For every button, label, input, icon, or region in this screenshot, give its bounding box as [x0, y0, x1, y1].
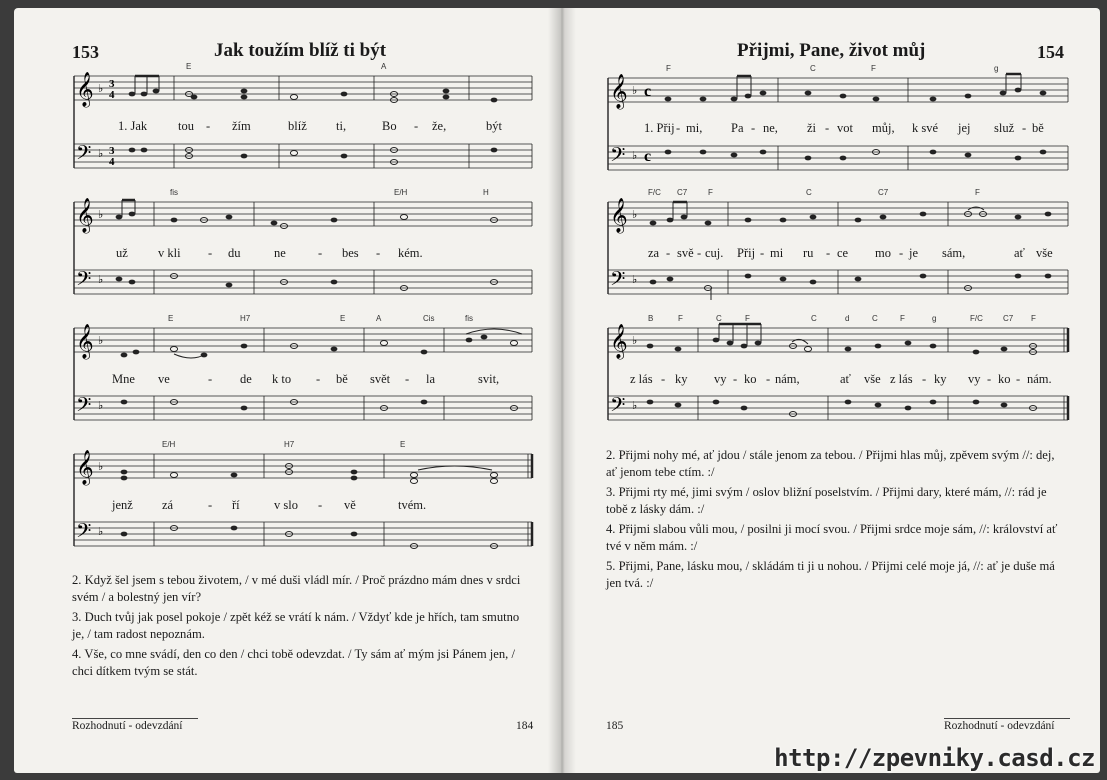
lyric-syllable: ky [934, 372, 947, 386]
chord-label: E [186, 62, 192, 71]
lyric-syllable: tou [178, 119, 194, 133]
svg-text:𝄞: 𝄞 [76, 72, 94, 107]
lyric-syllable: z lás [630, 372, 653, 386]
svg-text:𝄢: 𝄢 [76, 267, 92, 295]
chord-label: C [872, 314, 878, 323]
lyric-syllable: - [899, 246, 904, 260]
footer-section-label: Rozhodnutí - odevzdání [72, 720, 183, 732]
svg-text:♭: ♭ [98, 274, 104, 286]
svg-text:♭: ♭ [98, 526, 104, 538]
lyric-syllable: - [661, 372, 666, 386]
chord-label: E [400, 440, 406, 449]
lyric-syllable: ať [840, 372, 851, 386]
lyric-syllable: - [751, 121, 756, 135]
song-number-154: 154 [1037, 42, 1064, 62]
lyric-syllable: - [1022, 121, 1027, 135]
lyric-syllable: - [733, 372, 738, 386]
lyric-syllable: - [376, 246, 381, 260]
svg-text:3: 3 [109, 145, 115, 157]
lyric-syllable: ko [998, 372, 1011, 386]
lyric-syllable: Bo [382, 119, 397, 133]
lyric-syllable: - [825, 121, 830, 135]
lyric-syllable: Přij [737, 246, 756, 260]
lyric-syllable: vy [968, 372, 981, 386]
svg-text:𝄞: 𝄞 [76, 450, 94, 485]
svg-text:♭: ♭ [632, 150, 638, 162]
lyric-syllable: služ [994, 121, 1015, 135]
svg-text:𝄢: 𝄢 [76, 393, 92, 421]
lyric-syllable: - [666, 246, 671, 260]
lyric-syllable: mo [875, 246, 891, 260]
lyric-syllable: k své [912, 121, 939, 135]
chord-label: C7 [878, 188, 889, 197]
svg-text:♭: ♭ [632, 335, 638, 347]
lyric-syllable: de [240, 372, 252, 386]
lyric-syllable: - [760, 246, 765, 260]
song-title-right: Přijmi, Pane, život můj [737, 40, 926, 61]
lyric-syllable: blíž [288, 119, 307, 133]
verse: 2. Když šel jsem s tebou životem, / v mé duši vládl mír. / Proč prázdno mám dnes v srdci svém / a bolestný jen vír? [72, 573, 521, 604]
lyric-syllable: mi, [686, 121, 703, 135]
svg-text:♭: ♭ [632, 274, 638, 286]
svg-text:𝄢: 𝄢 [76, 519, 92, 547]
svg-text:𝄞: 𝄞 [610, 198, 628, 233]
lyric-syllable: ve [158, 372, 170, 386]
bleed-through-text [600, 590, 1070, 692]
svg-text:♭: ♭ [632, 85, 638, 97]
chord-label: C [811, 314, 817, 323]
lyric-syllable: svět [370, 372, 391, 386]
svg-text:4: 4 [109, 156, 115, 168]
chord-label: F/C [648, 188, 661, 197]
svg-text:𝄢: 𝄢 [76, 141, 92, 169]
lyric-syllable: sám, [942, 246, 966, 260]
verses-left [72, 572, 534, 683]
lyric-syllable: vě [344, 498, 356, 512]
footer-rule [72, 718, 198, 719]
chord-label: C [806, 188, 812, 197]
page-number-left: 184 [516, 720, 534, 732]
chord-label: F [678, 314, 683, 323]
lyric-syllable: ne, [763, 121, 778, 135]
svg-text:♭: ♭ [98, 83, 104, 95]
lyric-syllable: - [318, 246, 323, 260]
lyric-syllable: tvém. [398, 498, 427, 512]
lyric-syllable: ru [803, 246, 814, 260]
verse: 4. Přijmi slabou vůli mou, / posilni ji mocí svou. / Přijmi srdce moje sám, //: království ať tvé v něm mám. :/ [606, 522, 1058, 553]
chord-label: g [932, 314, 937, 323]
chord-label: F [708, 188, 713, 197]
page-number-right: 185 [606, 720, 624, 732]
chord-label: E/H [394, 188, 408, 197]
lyric-syllable: ří [232, 498, 240, 512]
footer-section-label: Rozhodnutí - odevzdání [944, 720, 1055, 732]
chord-label: d [845, 314, 850, 323]
svg-text:𝄞: 𝄞 [76, 198, 94, 233]
book-gutter [548, 8, 576, 773]
lyric-syllable: můj, [872, 121, 895, 135]
chord-label: F [871, 64, 876, 73]
lyric-syllable: žím [232, 119, 251, 133]
lyric-syllable: du [228, 246, 241, 260]
lyric-syllable: vše [1036, 246, 1053, 260]
lyric-syllable: - [316, 372, 321, 386]
lyric-syllable: - [208, 246, 213, 260]
lyric-syllable: - [318, 498, 323, 512]
chord-label: C7 [1003, 314, 1014, 323]
lyric-syllable: - [766, 372, 771, 386]
chord-label: H7 [284, 440, 295, 449]
lyric-syllable: kém. [398, 246, 423, 260]
chord-label: fis [465, 314, 473, 323]
lyric-syllable: bes [342, 246, 359, 260]
lyric-syllable: vot [837, 121, 853, 135]
lyric-syllable: být [486, 119, 502, 133]
svg-text:𝄢: 𝄢 [610, 393, 626, 421]
lyric-syllable: k to [272, 372, 292, 386]
chord-label: H [483, 188, 489, 197]
verse: 3. Přijmi rty mé, jimi svým / oslov bližní poselstvím. / Přijmi dary, které mám, //: rád je tobě z lásky dám. :/ [606, 485, 1047, 516]
verse: 3. Duch tvůj jak posel pokoje / zpět kéž se vrátí k nám. / Vždyť kde je hřích, tam smutno je, / tam radost nepoznám. [72, 610, 520, 641]
song-number-153: 153 [72, 42, 99, 62]
chord-label: A [381, 62, 387, 71]
lyric-syllable: - [922, 372, 927, 386]
lyric-syllable: Mne [112, 372, 135, 386]
lyric-syllable: 1. Přij [644, 121, 675, 135]
chord-label: A [376, 314, 382, 323]
lyric-syllable: ne [274, 246, 286, 260]
lyric-syllable: nám. [1027, 372, 1052, 386]
lyric-syllable: že, [432, 119, 447, 133]
chord-label: F [666, 64, 671, 73]
chord-label: F [745, 314, 750, 323]
lyric-syllable: - [405, 372, 410, 386]
watermark-url: http://zpevniky.casd.cz [774, 744, 1095, 772]
lyric-syllable: v kli [158, 246, 181, 260]
lyric-syllable: svit, [478, 372, 500, 386]
chord-label: Cis [423, 314, 435, 323]
lyric-syllable: - [414, 119, 419, 133]
lyric-syllable: jej [958, 121, 971, 135]
chord-label: F [1031, 314, 1036, 323]
lyric-syllable: zá [162, 498, 174, 512]
lyric-syllable: svě [677, 246, 694, 260]
svg-text:♭: ♭ [98, 209, 104, 221]
lyric-syllable: bě [336, 372, 348, 386]
lyric-syllable: nám, [775, 372, 800, 386]
lyric-syllable: ko [744, 372, 757, 386]
lyric-syllable: 1. Jak [118, 119, 148, 133]
lyric-syllable: vše [864, 372, 881, 386]
svg-text:3: 3 [109, 78, 115, 90]
chord-label: g [994, 64, 999, 73]
svg-text:c: c [644, 148, 652, 165]
lyric-syllable: mi [770, 246, 784, 260]
chord-label: fis [170, 188, 178, 197]
lyric-syllable: ky [675, 372, 688, 386]
music-system [74, 448, 534, 548]
lyric-syllable: ať [1014, 246, 1025, 260]
svg-text:♭: ♭ [632, 400, 638, 412]
lyric-syllable: vy [714, 372, 727, 386]
chord-label: E/H [162, 440, 176, 449]
svg-text:♭: ♭ [632, 209, 638, 221]
chord-label: F [975, 188, 980, 197]
lyric-syllable: je [909, 246, 919, 260]
lyric-syllable: v slo [274, 498, 298, 512]
svg-text:𝄢: 𝄢 [610, 143, 626, 171]
verse: 4. Vše, co mne svádí, den co den / chci tobě odevzdat. / Ty sám ať mým jsi Pánem jen, / chci dítkem tvým se stát. [72, 647, 515, 678]
svg-text:𝄞: 𝄞 [610, 324, 628, 359]
chord-label: F [900, 314, 905, 323]
svg-text:♭: ♭ [98, 461, 104, 473]
svg-text:𝄞: 𝄞 [610, 74, 628, 109]
lyric-syllable: bě [1032, 121, 1044, 135]
lyric-syllable: - [697, 246, 702, 260]
svg-text:𝄞: 𝄞 [76, 324, 94, 359]
lyric-syllable: cuj. [705, 246, 724, 260]
lyric-syllable: - [206, 119, 211, 133]
lyric-syllable: - [1016, 372, 1021, 386]
lyric-syllable: la [426, 372, 436, 386]
lyric-syllable: za [648, 246, 660, 260]
chord-label: F/C [970, 314, 983, 323]
svg-text:c: c [644, 83, 652, 100]
lyric-syllable: jenž [112, 498, 133, 512]
svg-text:♭: ♭ [98, 400, 104, 412]
lyric-syllable: - [208, 372, 213, 386]
lyric-syllable: ti, [336, 119, 347, 133]
chord-label: C [810, 64, 816, 73]
svg-text:4: 4 [109, 89, 115, 101]
chord-label: C [716, 314, 722, 323]
chord-label: E [340, 314, 346, 323]
lyric-syllable: z lás [890, 372, 913, 386]
svg-text:𝄢: 𝄢 [610, 267, 626, 295]
lyric-syllable: ce [837, 246, 849, 260]
lyric-syllable: - [987, 372, 992, 386]
lyric-syllable: - [676, 121, 681, 135]
chord-label: H7 [240, 314, 251, 323]
song-title-left: Jak toužím blíž ti být [214, 40, 387, 61]
svg-text:♭: ♭ [98, 148, 104, 160]
music-system [74, 322, 534, 422]
lyric-syllable: ži [807, 121, 817, 135]
lyric-syllable: už [116, 246, 128, 260]
lyric-syllable: - [208, 498, 213, 512]
lyric-syllable: Pa [731, 121, 744, 135]
verse: 5. Přijmi, Pane, lásku mou, / skládám ti ji u nohou. / Přijmi celé moje já, //: ať je duše má jen tvá. :/ [606, 559, 1055, 590]
svg-text:♭: ♭ [98, 335, 104, 347]
chord-label: C7 [677, 188, 688, 197]
lyric-syllable: - [826, 246, 831, 260]
footer-rule [944, 718, 1070, 719]
chord-label: B [648, 314, 654, 323]
verses-right [606, 447, 1068, 595]
verse: 2. Přijmi nohy mé, ať jdou / stále jenom za tebou. / Přijmi hlas můj, zpěvem svým //: dej, ať jenom tebe ctím. :/ [606, 448, 1055, 479]
music-system [74, 196, 534, 296]
chord-label: E [168, 314, 174, 323]
